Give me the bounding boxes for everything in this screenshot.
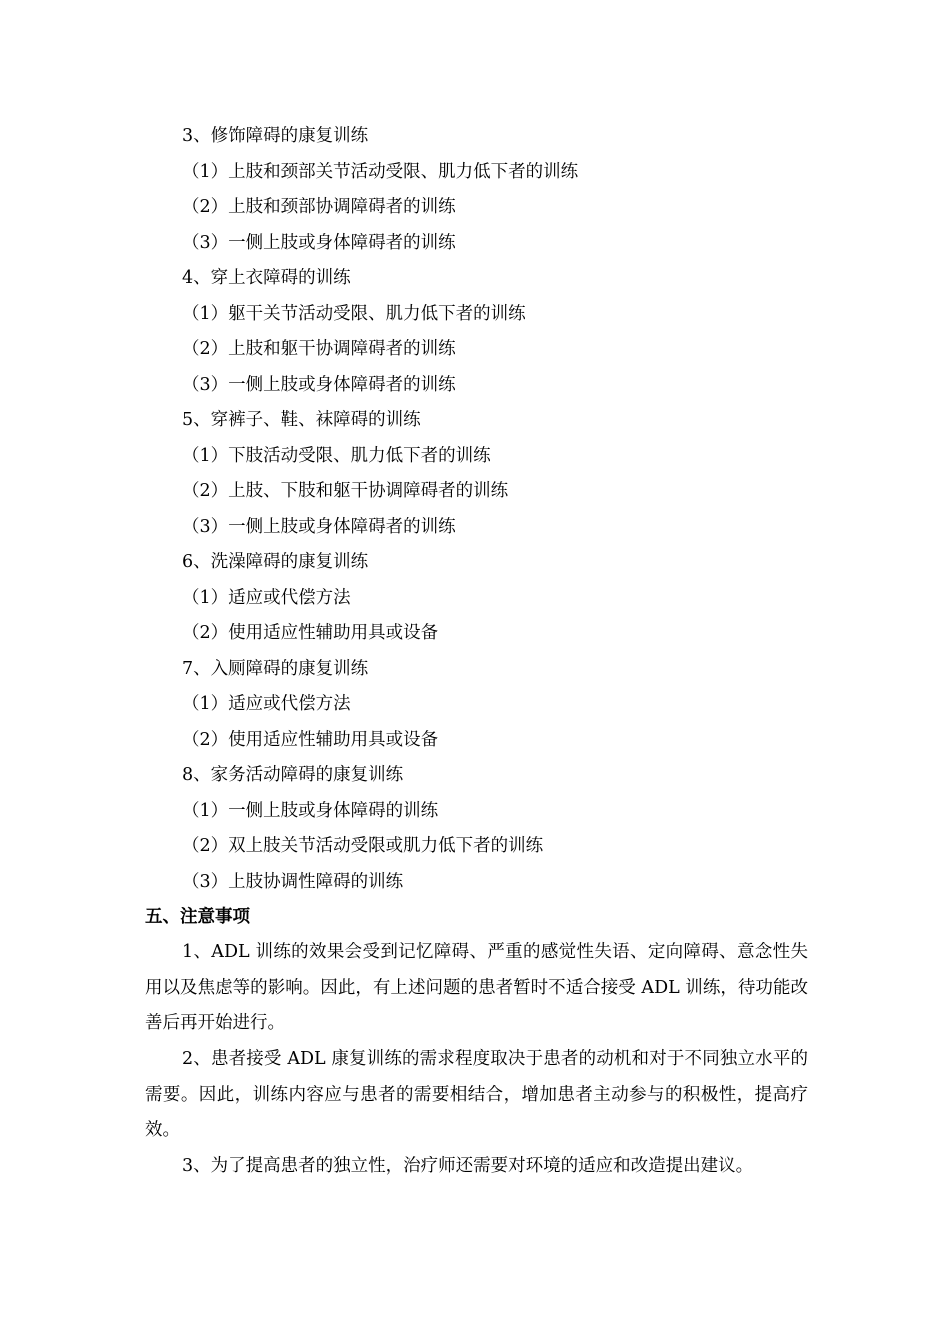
section-4-item-2: （2）上肢和躯干协调障碍者的训练 bbox=[182, 339, 456, 359]
section-8-item-3: （3）上肢协调性障碍的训练 bbox=[182, 872, 404, 892]
notes-paragraph-1: 1、ADL 训练的效果会受到记忆障碍、严重的感觉性失语、定向障碍、意念性失用以及焦虑等的影响。因此，有上述问题的患者暂时不适合接受 ADL 训练，待功能改善后再开始进行。 bbox=[145, 942, 808, 1033]
section-5-item-3: （3）一侧上肢或身体障碍者的训练 bbox=[182, 517, 456, 537]
section-7-item-2: （2）使用适应性辅助用具或设备 bbox=[182, 730, 439, 750]
notes-paragraph-3: 3、为了提高患者的独立性，治疗师还需要对环境的适应和改造提出建议。 bbox=[182, 1156, 754, 1176]
notes-paragraph-2: 2、患者接受 ADL 康复训练的需求程度取决于患者的动机和对于不同独立水平的需要。因此，训练内容应与患者的需要相结合，增加患者主动参与的积极性，提高疗效。 bbox=[145, 1049, 808, 1140]
section-3-item-2: （2）上肢和颈部协调障碍者的训练 bbox=[182, 197, 456, 217]
section-5-item-2: （2）上肢、下肢和躯干协调障碍者的训练 bbox=[182, 481, 509, 501]
section-3-item-1: （1）上肢和颈部关节活动受限、肌力低下者的训练 bbox=[182, 162, 579, 182]
section-4-item-1: （1）躯干关节活动受限、肌力低下者的训练 bbox=[182, 304, 526, 324]
section-7-title: 7、入厕障碍的康复训练 bbox=[182, 659, 369, 679]
section-3-item-3: （3）一侧上肢或身体障碍者的训练 bbox=[182, 233, 456, 253]
section-7-item-1: （1）适应或代偿方法 bbox=[182, 694, 351, 714]
section-5-item-1: （1）下肢活动受限、肌力低下者的训练 bbox=[182, 446, 491, 466]
section-3-title: 3、修饰障碍的康复训练 bbox=[182, 126, 369, 146]
section-5-title: 5、穿裤子、鞋、袜障碍的训练 bbox=[182, 410, 421, 430]
section-8-item-1: （1）一侧上肢或身体障碍的训练 bbox=[182, 801, 439, 821]
section-8-title: 8、家务活动障碍的康复训练 bbox=[182, 765, 404, 785]
section-6-title: 6、洗澡障碍的康复训练 bbox=[182, 552, 369, 572]
section-6-item-2: （2）使用适应性辅助用具或设备 bbox=[182, 623, 439, 643]
section-4-title: 4、穿上衣障碍的训练 bbox=[182, 268, 351, 288]
section-6-item-1: （1）适应或代偿方法 bbox=[182, 588, 351, 608]
section-4-item-3: （3）一侧上肢或身体障碍者的训练 bbox=[182, 375, 456, 395]
notes-heading: 五、注意事项 bbox=[145, 907, 250, 927]
section-8-item-2: （2）双上肢关节活动受限或肌力低下者的训练 bbox=[182, 836, 544, 856]
